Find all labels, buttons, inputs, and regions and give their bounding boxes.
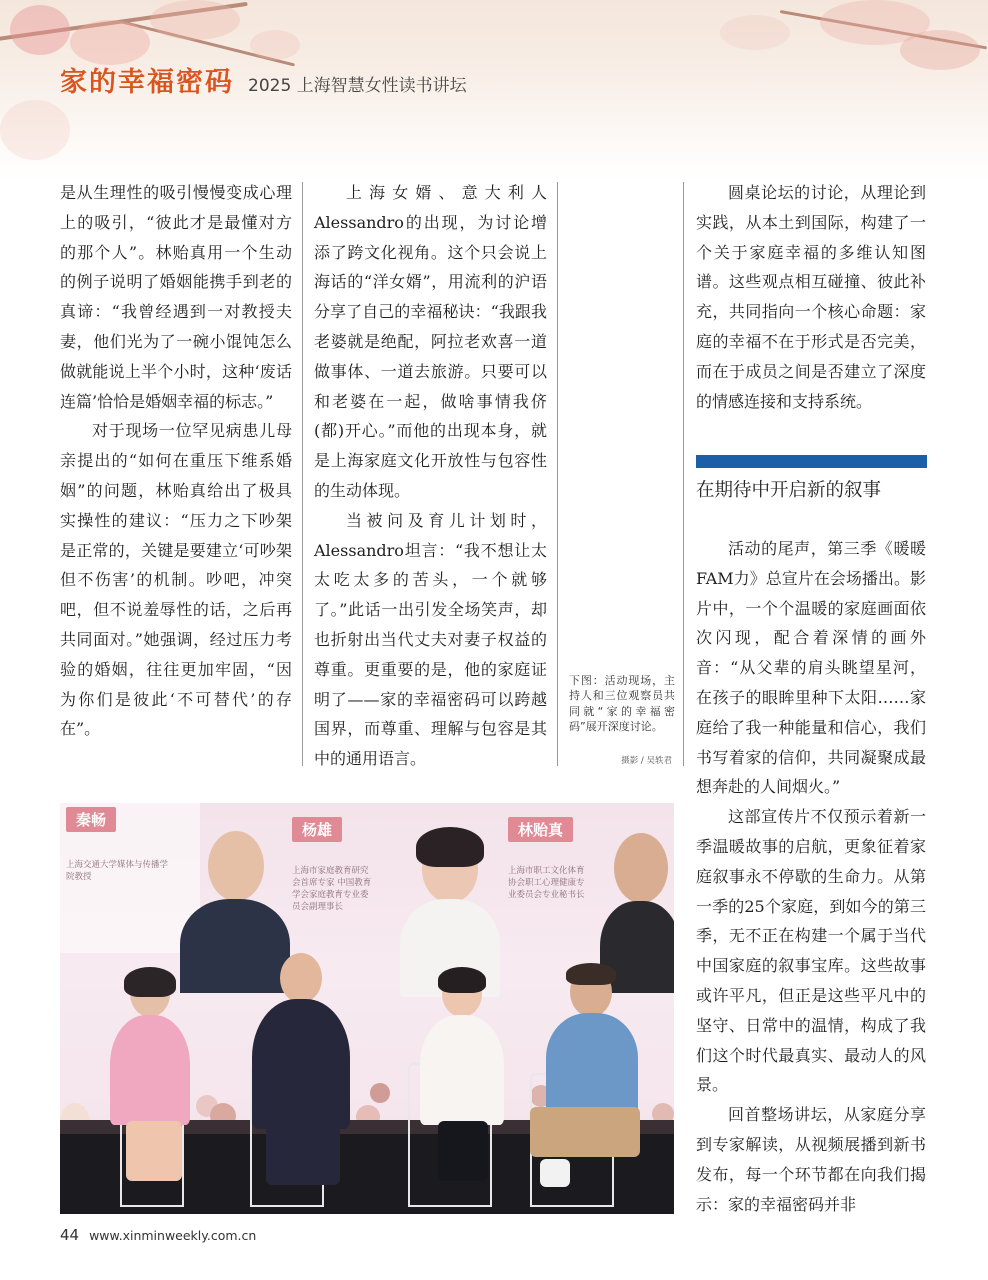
text-column-3-continued <box>696 534 926 1219</box>
column-brand: 家的幸福密码 <box>60 67 234 98</box>
text-column-2 <box>314 178 547 774</box>
paragraph: 当被问及育儿计划时，Alessandro坦言：“我不想让太太吃太多的苦头，一个就够了。”此话一出引发全场笑声，却也折射出当代丈夫对妻子权益的尊重。更重要的是，他的家庭证明了——家的幸福密码可以跨越国界，而尊重、理解与包容是其中的通用语言。 <box>314 510 547 769</box>
website-url: www.xinminweekly.com.cn <box>89 1228 257 1243</box>
text-column-1 <box>60 178 292 744</box>
page-footer <box>60 1226 256 1244</box>
blossom-decoration <box>0 100 70 160</box>
paragraph: 回首整场讲坛，从家庭分享到专家解读，从视频展播到新书发布，每一个环节都在向我们揭示：家的幸福密码并非 <box>696 1105 926 1214</box>
blossom-decoration <box>10 5 70 55</box>
paragraph: 圆桌论坛的讨论，从理论到实践，从本土到国际，构建了一个关于家庭幸福的多维认知图谱。这些观点相互碰撞、彼此补充，共同指向一个核心命题：家庭的幸福不在于形式是否完美，而在于成员之间是否建立了深度的情感连接和支持系统。 <box>696 183 926 411</box>
paragraph: 活动的尾声，第三季《暖暖FAM力》总宣片在会场播出。影片中，一个个温暖的家庭画面依次闪现，配合着深情的画外音：“从父辈的肩头眺望星河，在孩子的眼眸里种下太阳……家庭给了我一种能量和信心，我们书写着家的信仰，共同凝聚成最想奔赴的人间烟火。” <box>696 539 926 797</box>
guest-person <box>246 953 356 1193</box>
panel-title: 上海交通大学媒体与传播学院教授 <box>66 860 169 882</box>
panel-name-tag: 秦畅 <box>66 807 116 832</box>
balloon <box>370 1083 390 1103</box>
guest-person <box>412 971 512 1191</box>
paragraph: 这部宣传片不仅预示着新一季温暖故事的启航，更象征着家庭叙事永不停歇的生命力。从第一季的25个家庭，到如今的第三季，无不正在构建一个属于当代中国家庭的叙事宝库。这些故事或许平凡，但正是这些平凡中的坚守、日常中的温情，构成了我们这个时代最真实、最动人的风景。 <box>696 807 926 1095</box>
column-divider <box>683 182 684 766</box>
paragraph: 对于现场一位罕见病患儿母亲提出的“如何在重压下维系婚姻”的问题，林贻真给出了极具实操性的建议：“压力之下吵架是正常的，关键是要建立‘可吵架但不伤害’的机制。吵吧，冲突吧，但不说羞辱性的话，之后再共同面对。”她强调，经过压力考验的婚姻，往往更加牢固，“因为你们是彼此‘不可替代’的存在”。 <box>60 421 292 739</box>
masthead <box>60 60 467 99</box>
blossom-decoration <box>150 0 240 40</box>
blossom-decoration <box>900 30 980 70</box>
event-photo <box>60 803 674 1214</box>
column-divider <box>302 182 303 766</box>
guest-person <box>530 967 650 1192</box>
panel-title: 上海市家庭教育研究会首席专家 中国教育学会家庭教育专业委员会副理事长 <box>292 866 372 912</box>
panel-title: 上海市职工文化体育协会职工心理健康专业委员会专业秘书长 <box>508 866 585 900</box>
blossom-decoration <box>250 30 300 60</box>
host-person <box>100 971 200 1181</box>
photo-caption: 下图：活动现场，主持人和三位观察员共同就“家的幸福密码”展开深度讨论。 <box>569 674 675 734</box>
paragraph: 上海女婿、意大利人Alessandro的出现，为讨论增添了跨文化视角。这个只会说上海话的“洋女婿”，用流利的沪语分享了自己的幸福秘诀：“我跟我老婆就是绝配，阿拉老欢喜一道做事体、一道去旅游。只要可以和老婆在一起，做啥事情我侪(都)开心。”而他的出现本身，就是上海家庭文化开放性与包容性的生动体现。 <box>314 183 547 500</box>
series-title: 2025 上海智慧女性读书讲坛 <box>248 76 467 96</box>
text-column-3 <box>696 178 926 416</box>
section-bar <box>696 455 927 468</box>
panel-name-tag: 林贻真 <box>508 817 573 842</box>
column-divider <box>557 182 558 766</box>
page-number: 44 <box>60 1226 80 1244</box>
blossom-decoration <box>70 20 150 65</box>
photo-credit: 摄影 / 吴轶君 <box>621 756 672 766</box>
paragraph: 是从生理性的吸引慢慢变成心理上的吸引，“彼此才是最懂对方的那个人”。林贻真用一个生动的例子说明了婚姻能携手到老的真谛：“我曾经遇到一对教授夫妻，他们光为了一碗小馄饨怎么做就能说上半个小时，这种‘废话连篇’恰恰是婚姻幸福的标志。” <box>60 183 292 411</box>
panel-name-tag: 杨雄 <box>292 817 342 842</box>
blossom-decoration <box>720 15 790 50</box>
section-heading: 在期待中开启新的叙事 <box>696 480 882 501</box>
